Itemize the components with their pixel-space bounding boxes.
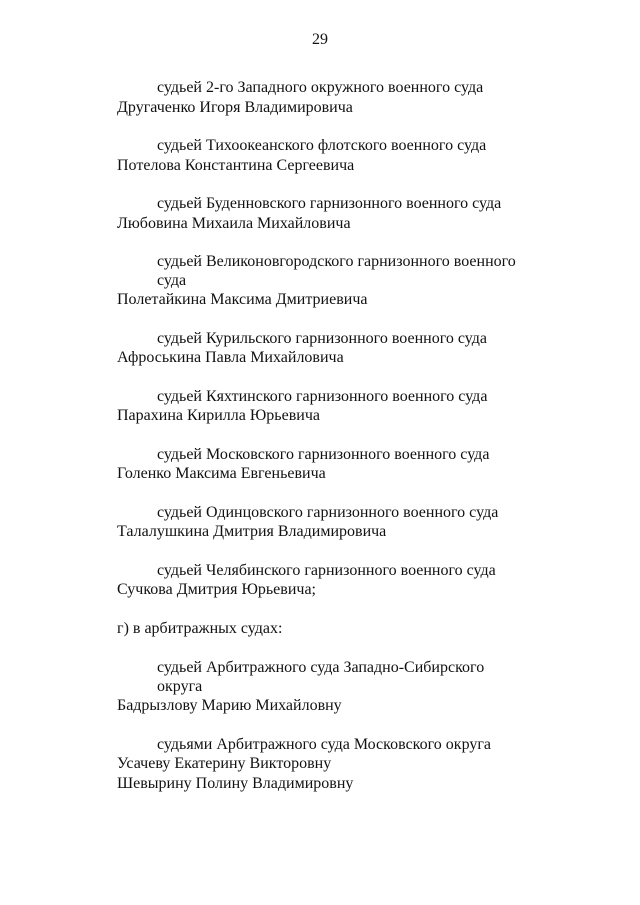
court-line: судьей Великоновгородского гарнизонного военного bbox=[157, 253, 516, 270]
judge-name: Сучкова Дмитрия Юрьевича; bbox=[117, 581, 316, 598]
court-line: округа bbox=[157, 678, 203, 695]
court-line: судьей Челябинского гарнизонного военного суда bbox=[157, 562, 496, 579]
judge-name: Шевырину Полину Владимировну bbox=[117, 775, 354, 792]
judge-name: Парахина Кирилла Юрьевича bbox=[117, 407, 320, 424]
court-line: судьей Одинцовского гарнизонного военного суда bbox=[157, 504, 499, 521]
judge-name: Афроськина Павла Михайловича bbox=[117, 349, 344, 366]
court-line: судьей 2-го Западного окружного военного суда bbox=[157, 79, 484, 96]
court-line: судьей Буденновского гарнизонного военного суда bbox=[157, 195, 502, 212]
judge-name: Потелова Константина Сергеевича bbox=[117, 157, 355, 174]
court-line: судьей Тихоокеанского флотского военного суда bbox=[157, 137, 487, 154]
judge-name: Любовина Михаила Михайловича bbox=[117, 215, 351, 232]
court-line: судьей Курильского гарнизонного военного суда bbox=[157, 330, 487, 347]
judge-name: Усачеву Екатерину Викторовну bbox=[117, 755, 332, 772]
judge-name: Другаченко Игоря Владимировича bbox=[117, 99, 353, 116]
court-line: судьями Арбитражного суда Московского округа bbox=[157, 736, 492, 753]
court-line: судьей Арбитражного суда Западно-Сибирского bbox=[157, 659, 485, 676]
judge-name: Бадрызлову Марию Михайловну bbox=[117, 697, 342, 714]
judge-name: Талалушкина Дмитрия Владимировича bbox=[117, 523, 387, 540]
section-heading: г) в арбитражных судах: bbox=[117, 620, 283, 637]
court-line: суда bbox=[157, 272, 187, 289]
judge-name: Полетайкина Максима Дмитриевича bbox=[117, 291, 368, 308]
page-number: 29 bbox=[312, 31, 328, 48]
court-line: судьей Кяхтинского гарнизонного военного суда bbox=[157, 388, 488, 405]
court-line: судьей Московского гарнизонного военного суда bbox=[157, 446, 490, 463]
judge-name: Голенко Максима Евгеньевича bbox=[117, 465, 326, 482]
